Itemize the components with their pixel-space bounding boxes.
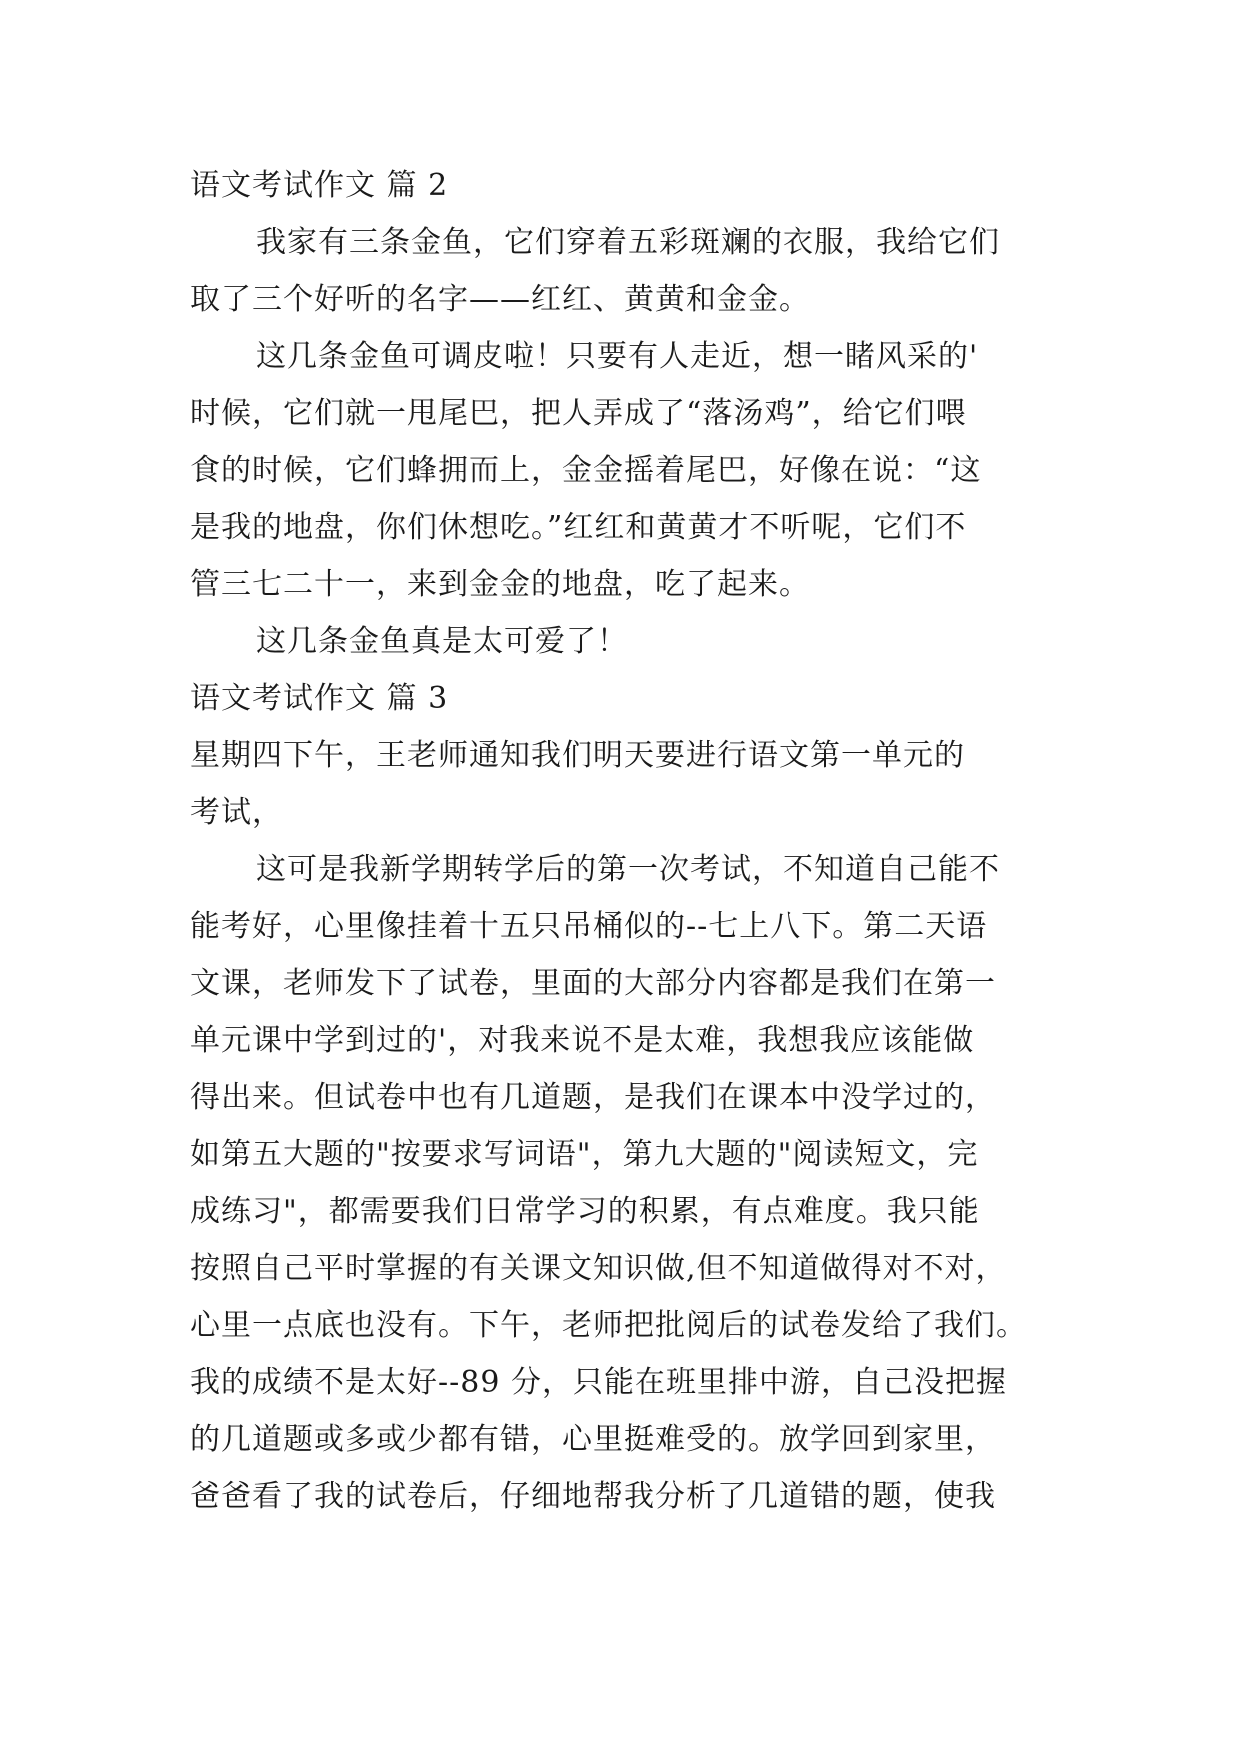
section-2-heading: 语文考试作文 篇 2: [190, 168, 449, 203]
paragraph-line: 是我的地盘，你们休想吃。”红红和黄黄才不听呢，它们不: [190, 510, 967, 545]
paragraph-line: 按照自己平时掌握的有关课文知识做,但不知道做得对不对，: [190, 1251, 1007, 1286]
paragraph-line: 能考好，心里像挂着十五只吊桶似的--七上八下。第二天语: [190, 909, 988, 944]
paragraph-line: 文课，老师发下了试卷，里面的大部分内容都是我们在第一: [190, 966, 996, 1001]
paragraph-line: 考试，: [190, 795, 283, 830]
paragraph-line: 星期四下午，王老师通知我们明天要进行语文第一单元的: [190, 738, 965, 773]
paragraph-line: 的几道题或多或少都有错，心里挺难受的。放学回到家里，: [190, 1422, 996, 1457]
paragraph-line: 爸爸看了我的试卷后，仔细地帮我分析了几道错的题，使我: [190, 1479, 996, 1514]
paragraph-line: 管三七二十一，来到金金的地盘，吃了起来。: [190, 567, 810, 602]
paragraph-line: 这几条金鱼真是太可爱了！: [256, 624, 628, 659]
paragraph-line: 单元课中学到过的'，对我来说不是太难，我想我应该能做: [190, 1023, 975, 1058]
paragraph-line: 心里一点底也没有。下午，老师把批阅后的试卷发给了我们。: [190, 1308, 1027, 1343]
paragraph-line: 这几条金鱼可调皮啦！只要有人走近，想一睹风采的': [256, 339, 979, 374]
paragraph-line: 我的成绩不是太好--89 分，只能在班里排中游，自己没把握: [190, 1365, 1007, 1400]
paragraph-line: 成练习"，都需要我们日常学习的积累，有点难度。我只能: [190, 1194, 980, 1229]
paragraph-line: 我家有三条金鱼，它们穿着五彩斑斓的衣服，我给它们: [256, 225, 1000, 260]
paragraph-line: 食的时候，它们蜂拥而上，金金摇着尾巴，好像在说：“这: [190, 453, 982, 488]
paragraph-line: 时候，它们就一甩尾巴，把人弄成了“落汤鸡”，给它们喂: [190, 396, 967, 431]
paragraph-line: 这可是我新学期转学后的第一次考试，不知道自己能不: [256, 852, 1000, 887]
paragraph-line: 取了三个好听的名字——红红、黄黄和金金。: [190, 282, 810, 317]
paragraph-line: 得出来。但试卷中也有几道题，是我们在课本中没学过的，: [190, 1080, 996, 1115]
paragraph-line: 如第五大题的"按要求写词语"，第九大题的"阅读短文，完: [190, 1137, 979, 1172]
section-3-heading: 语文考试作文 篇 3: [190, 681, 449, 716]
